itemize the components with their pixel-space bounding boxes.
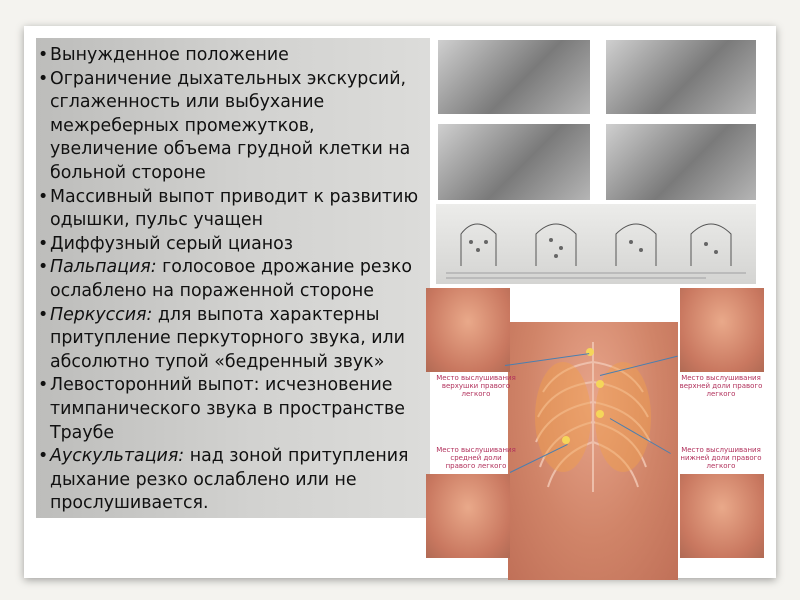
bullet-item-7 xyxy=(38,374,428,445)
label-middle-lobe: Место выслушивания средней доли правого легкого xyxy=(436,446,516,470)
bullet-text: для выпота характерны притупление перкуторного звука, или абсолютно тупой «бедренный звук» xyxy=(50,304,405,372)
auscultation-photo-upper-left xyxy=(426,288,510,372)
bullet-list xyxy=(38,44,428,516)
bullet-item-2 xyxy=(38,68,428,186)
bullet-dot: • xyxy=(38,68,49,89)
bullet-label-auscultation: Аускультация: xyxy=(50,446,185,467)
clinical-photo-3 xyxy=(438,124,590,200)
auscultation-diagram-image xyxy=(436,204,756,284)
bullet-dot: • xyxy=(38,375,49,396)
bullet-item-4 xyxy=(38,233,428,257)
bullet-text: над зоной притупления дыхание резко ослаблено или не прослушивается. xyxy=(50,446,409,514)
bullet-item-8 xyxy=(38,445,428,516)
bullet-text: Диффузный серый цианоз xyxy=(50,233,294,254)
clinical-photo-2 xyxy=(606,40,756,114)
torso-outline-icon xyxy=(436,204,756,284)
bullet-item-3 xyxy=(38,186,428,233)
auscultation-photo-upper-right xyxy=(680,288,764,372)
clinical-photo-1 xyxy=(438,40,590,114)
bullet-text: Ограничение дыхательных экскурсий, сглаженность или выбухание межреберных промежутков, увеличение объема грудной клетки на больной стороне xyxy=(50,68,411,183)
auscultation-photo-lower-right xyxy=(680,474,764,558)
bullet-label-percussion: Перкуссия: xyxy=(50,304,153,325)
bullet-item-5 xyxy=(38,256,428,303)
label-right-lung-apex: Место выслушивания верхней доли правого легкого xyxy=(679,374,763,398)
bullet-dot: • xyxy=(38,446,49,467)
bullet-text: Вынужденное положение xyxy=(50,45,289,65)
label-upper-right-lobe: Место выслушивания верхушки правого легкого xyxy=(436,374,516,398)
bullet-dot: • xyxy=(38,304,49,325)
bullet-item-6 xyxy=(38,304,428,375)
bullet-dot: • xyxy=(38,45,49,65)
bullet-text: голосовое дрожание резко ослаблено на пораженной стороне xyxy=(50,257,413,301)
bullet-dot: • xyxy=(38,257,49,278)
bullet-label-palpation: Пальпация: xyxy=(50,257,157,278)
bullet-text: Массивный выпот приводит к развитию одышки, пульс учащен xyxy=(50,186,419,231)
bullet-item-1 xyxy=(38,44,428,68)
auscultation-photo-lower-left xyxy=(426,474,510,558)
label-lower-lobe: Место выслушивания нижней доли правого легкого xyxy=(680,446,762,470)
bullet-dot: • xyxy=(38,186,49,207)
clinical-photo-4 xyxy=(606,124,756,200)
bullet-text: Левосторонний выпот: исчезновение тимпанического звука в пространстве Траубе xyxy=(50,375,405,443)
bullet-dot: • xyxy=(38,233,49,254)
